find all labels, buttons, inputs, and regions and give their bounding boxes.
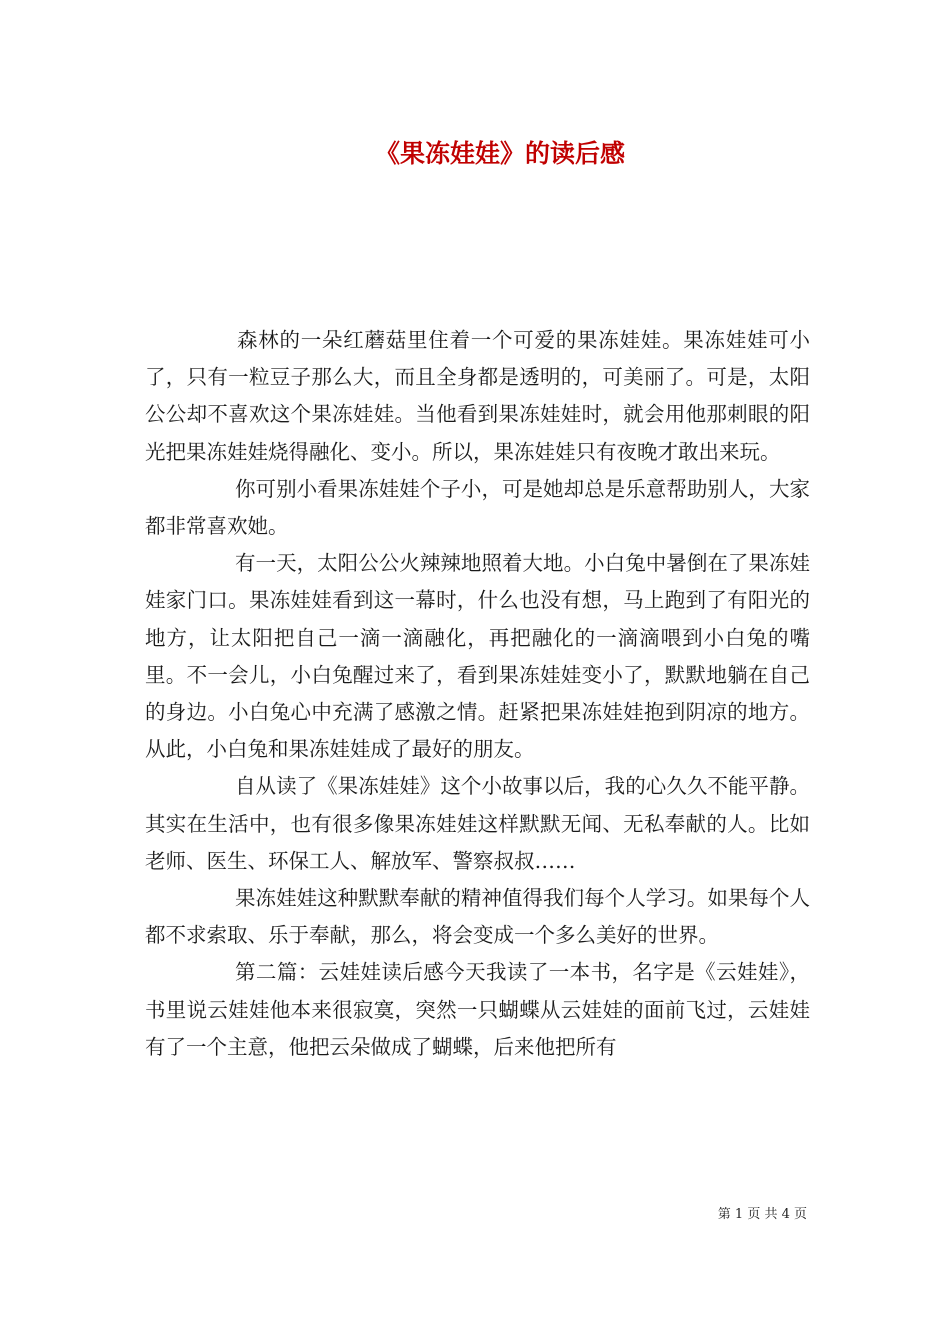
paragraph: 第二篇：云娃娃读后感今天我读了一本书，名字是《云娃娃》，书里说云娃娃他本来很寂寞，突然一只蝴蝶从云娃娃的面前飞过，云娃娃有了一个主意，他把云朵做成了蝴蝶，后来他把所有 — [145, 960, 810, 1059]
document-body — [145, 322, 810, 1066]
paragraph: 有一天，太阳公公火辣辣地照着大地。小白兔中暑倒在了果冻娃娃家门口。果冻娃娃看到这一幕时，什么也没有想，马上跑到了有阳光的地方，让太阳把自己一滴一滴融化，再把融化的一滴滴喂到小白兔的嘴里。不一会儿，小白兔醒过来了，看到果冻娃娃变小了，默默地躺在自己的身边。小白兔心中充满了感激之情。赶紧把果冻娃娃抱到阴凉的地方。从此，小白兔和果冻娃娃成了最好的朋友。 — [145, 551, 810, 762]
paragraph: 果冻娃娃这种默默奉献的精神值得我们每个人学习。如果每个人都不求索取、乐于奉献，那么，将会变成一个多么美好的世界。 — [145, 886, 810, 948]
paragraph: 自从读了《果冻娃娃》这个小故事以后，我的心久久不能平静。其实在生活中，也有很多像果冻娃娃这样默默无闻、无私奉献的人。比如老师、医生、环保工人、解放军、警察叔叔…… — [145, 774, 810, 873]
paragraph: 森林的一朵红蘑菇里住着一个可爱的果冻娃娃。果冻娃娃可小了，只有一粒豆子那么大，而且全身都是透明的，可美丽了。可是，太阳公公却不喜欢这个果冻娃娃。当他看到果冻娃娃时，就会用他那刺眼的阳光把果冻娃娃烧得融化、变小。所以，果冻娃娃只有夜晚才敢出来玩。 — [145, 328, 810, 464]
document-title: 《果冻娃娃》的读后感 — [374, 139, 625, 168]
paragraph: 你可别小看果冻娃娃个子小，可是她却总是乐意帮助别人，大家都非常喜欢她。 — [145, 476, 810, 539]
page-number: 第 1 页 共 4 页 — [717, 1207, 807, 1222]
